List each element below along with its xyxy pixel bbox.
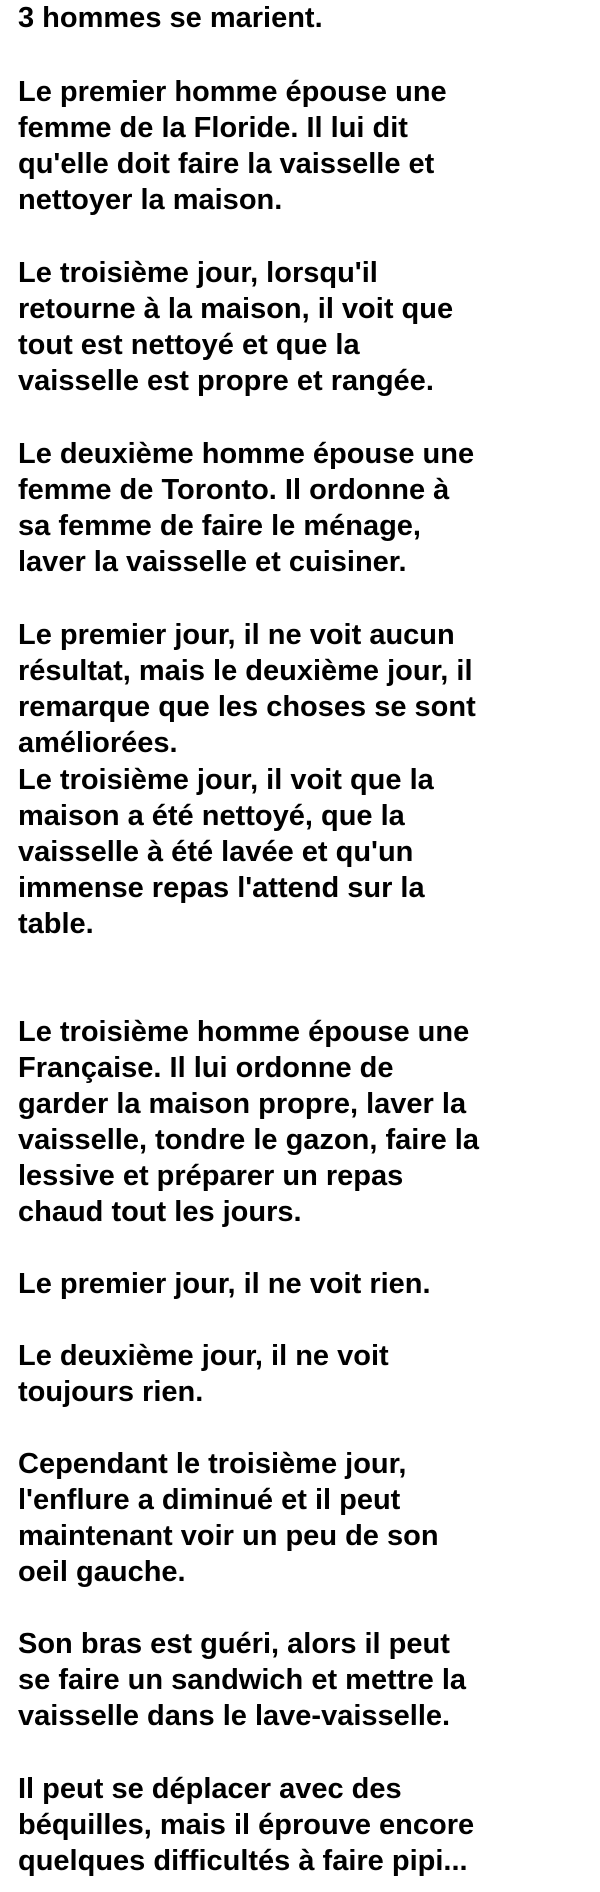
paragraph-third-husband: [18, 1014, 598, 1230]
paragraph-first-husband: [18, 74, 598, 218]
paragraph-title: [18, 0, 598, 36]
text-line: table.: [18, 908, 94, 940]
text-line: femme de Toronto. Il ordonne à: [18, 474, 450, 506]
text-line: remarque que les choses se sont: [18, 691, 476, 723]
paragraph-third-husband-day-two: [18, 1338, 598, 1410]
text-line: béquilles, mais il éprouve encore: [18, 1809, 475, 1841]
paragraph-first-husband-result: [18, 255, 598, 399]
paragraph-second-husband-day-three: [18, 762, 598, 942]
text-line: Le premier jour, il ne voit aucun: [18, 619, 455, 651]
text-line: garder la maison propre, laver la: [18, 1088, 467, 1120]
text-line: nettoyer la maison.: [18, 184, 283, 216]
text-line: sa femme de faire le ménage,: [18, 510, 421, 542]
text-line: Le premier homme épouse une: [18, 76, 447, 108]
text-line: oeil gauche.: [18, 1556, 186, 1588]
text-line: lessive et préparer un repas: [18, 1160, 404, 1192]
text-line: Le troisième jour, il voit que la: [18, 764, 434, 796]
text-line: quelques difficultés à faire pipi...: [18, 1845, 468, 1877]
paragraph-third-husband-day-three: [18, 1446, 598, 1590]
text-line: Française. Il lui ordonne de: [18, 1052, 394, 1084]
text-line: 3 hommes se marient.: [18, 2, 323, 34]
text-line: se faire un sandwich et mettre la: [18, 1664, 467, 1696]
text-line: Le troisième jour, lorsqu'il: [18, 257, 378, 289]
text-line: vaisselle à été lavée et qu'un: [18, 836, 414, 868]
text-line: qu'elle doit faire la vaisselle et: [18, 148, 435, 180]
text-line: améliorées.: [18, 727, 178, 759]
text-line: maintenant voir un peu de son: [18, 1520, 439, 1552]
text-line: résultat, mais le deuxième jour, il: [18, 655, 473, 687]
text-line: Le troisième homme épouse une: [18, 1016, 470, 1048]
paragraph-third-husband-day-one: [18, 1266, 598, 1302]
text-line: l'enflure a diminué et il peut: [18, 1484, 401, 1516]
text-line: chaud tout les jours.: [18, 1196, 302, 1228]
text-line: Cependant le troisième jour,: [18, 1448, 407, 1480]
text-line: immense repas l'attend sur la: [18, 872, 425, 904]
text-line: laver la vaisselle et cuisiner.: [18, 546, 407, 578]
text-line: retourne à la maison, il voit que: [18, 293, 454, 325]
text-line: tout est nettoyé et que la: [18, 329, 360, 361]
text-line: Il peut se déplacer avec des: [18, 1773, 402, 1805]
text-line: Son bras est guéri, alors il peut: [18, 1628, 450, 1660]
text-line: Le premier jour, il ne voit rien.: [18, 1268, 431, 1300]
paragraph-arm-healed: [18, 1626, 598, 1734]
paragraph-punchline: [18, 1771, 598, 1879]
text-line: vaisselle est propre et rangée.: [18, 365, 434, 397]
text-line: vaisselle, tondre le gazon, faire la: [18, 1124, 479, 1156]
text-line: vaisselle dans le lave-vaisselle.: [18, 1700, 451, 1732]
text-line: toujours rien.: [18, 1376, 204, 1408]
text-line: Le deuxième homme épouse une: [18, 438, 475, 470]
paragraph-second-husband-day-one: [18, 617, 598, 761]
text-line: maison a été nettoyé, que la: [18, 800, 405, 832]
paragraph-second-husband: [18, 436, 598, 580]
text-line: femme de la Floride. Il lui dit: [18, 112, 408, 144]
text-line: Le deuxième jour, il ne voit: [18, 1340, 389, 1372]
